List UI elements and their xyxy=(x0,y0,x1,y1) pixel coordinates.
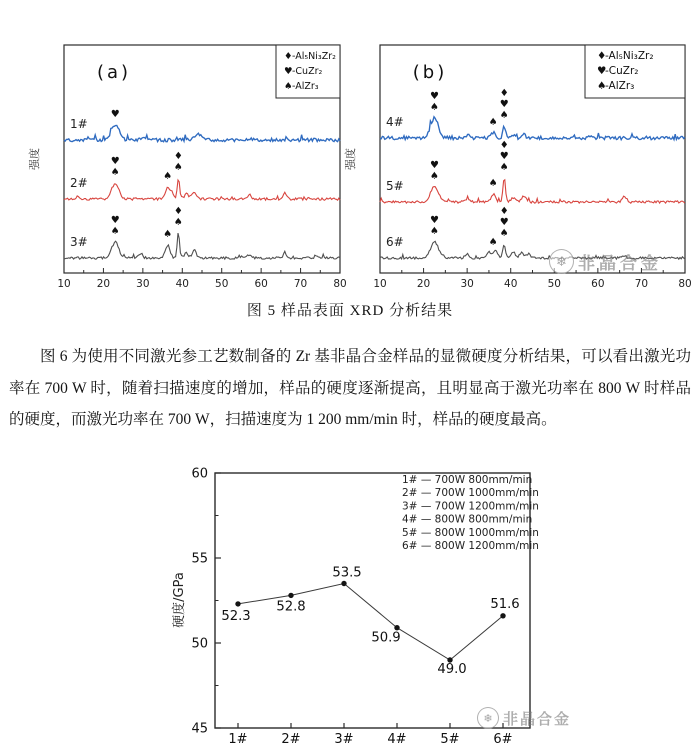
phase-marker-spade-icon: ♠ xyxy=(173,161,183,173)
phase-marker-heart-icon: ♥ xyxy=(110,156,120,167)
phase-marker-heart-icon: ♥ xyxy=(110,109,120,120)
phase-marker-spade-icon: ♠ xyxy=(110,226,120,237)
snowflake-logo-icon: ❄ xyxy=(477,707,499,729)
legend-entry: 4# — 800W 800mm/min xyxy=(402,513,533,526)
legend-label: -Al₅Ni₃Zr₂ xyxy=(605,50,654,62)
phase-marker-spade-icon: ♠ xyxy=(499,227,509,239)
sample-label: 3# xyxy=(70,235,88,249)
legend-label: -CuZr₂ xyxy=(605,65,639,77)
legend-entry: 1# — 700W 800mm/min xyxy=(402,474,533,486)
sample-label: 5# xyxy=(386,179,404,193)
y-tick-label: 60 xyxy=(191,466,208,482)
phase-marker-spade-icon: ♠ xyxy=(429,102,439,113)
x-tick-label: 30 xyxy=(460,278,474,290)
phase-marker-heart-icon: ♥ xyxy=(110,215,120,226)
phase-marker-diamond-icon: ♦ xyxy=(499,139,509,151)
x-tick-label: 70 xyxy=(634,278,649,290)
x-tick-label: 40 xyxy=(504,278,518,290)
phase-marker-spade-icon: ♠ xyxy=(110,167,120,178)
x-tick-label: 50 xyxy=(215,278,229,290)
data-point-label: 51.6 xyxy=(490,596,520,612)
y-axis-label: 强度 xyxy=(344,148,357,170)
phase-marker-heart-icon: ♥ xyxy=(499,150,509,162)
phase-marker-heart-icon: ♥ xyxy=(499,98,509,110)
data-point-label: 49.0 xyxy=(437,662,467,677)
xrd-curve-5# xyxy=(380,180,685,203)
data-point xyxy=(288,593,293,598)
legend-symbol: ♥ xyxy=(284,66,293,77)
legend-symbol: ♥ xyxy=(597,65,607,77)
sample-label: 2# xyxy=(70,176,88,190)
x-tick-label: 40 xyxy=(175,278,189,290)
x-tick-label: 70 xyxy=(293,278,308,290)
sample-label: 1# xyxy=(70,117,88,131)
legend-label: -AlZr₃ xyxy=(605,80,635,92)
legend-label: -AlZr₃ xyxy=(292,81,319,92)
xrd-curve-1# xyxy=(64,125,340,141)
phase-marker-spade-icon: ♠ xyxy=(173,216,183,228)
phase-marker-spade-icon: ♠ xyxy=(163,229,173,240)
data-point xyxy=(341,581,346,586)
x-tick-label: 5# xyxy=(440,732,460,747)
legend-symbol: ♦ xyxy=(284,51,293,62)
x-tick-label: 10 xyxy=(57,278,71,290)
legend-entry: 3# — 700W 1200mm/min xyxy=(402,500,539,513)
phase-marker-heart-icon: ♥ xyxy=(429,91,439,102)
phase-marker-spade-icon: ♠ xyxy=(163,170,173,182)
phase-marker-diamond-icon: ♦ xyxy=(173,150,183,162)
data-point xyxy=(235,601,240,606)
figure5-caption: 图 5 样品表面 XRD 分析结果 xyxy=(246,303,454,319)
data-point-label: 53.5 xyxy=(332,565,362,581)
x-tick-label: 20 xyxy=(96,278,111,290)
phase-marker-spade-icon: ♠ xyxy=(488,236,498,248)
watermark-text: 非晶合金 xyxy=(503,710,572,728)
watermark-badge xyxy=(549,249,662,274)
phase-marker-spade-icon: ♠ xyxy=(429,226,439,237)
data-point-label: 52.8 xyxy=(276,599,306,615)
x-tick-label: 10 xyxy=(373,278,387,290)
x-tick-label: 60 xyxy=(591,278,605,290)
phase-marker-heart-icon: ♥ xyxy=(429,215,439,226)
phase-marker-spade-icon: ♠ xyxy=(429,171,439,182)
legend-label: -CuZr₂ xyxy=(292,66,323,77)
x-tick-label: 2# xyxy=(281,732,301,747)
x-tick-label: 50 xyxy=(547,278,561,290)
panel-tag: (b) xyxy=(412,62,448,83)
phase-marker-diamond-icon: ♦ xyxy=(173,205,183,217)
data-point-label: 52.3 xyxy=(221,608,251,624)
data-point xyxy=(500,613,505,618)
sample-label: 6# xyxy=(386,235,404,249)
legend-symbol: ♠ xyxy=(597,80,607,92)
body-paragraph: 图 6 为使用不同激光参工艺数制备的 Zr 基非晶合金样品的显微硬度分析结果，可以看出激光功率在 700 W 时，随着扫描速度的增加，样品的硬度逐渐提高，且明显高于激光功率在 800 W 时样品的硬度，而激光功率在 700 W，扫描速度为 1 200 mm/min 时，样品的硬度最高。 xyxy=(9,348,691,428)
x-tick-label: 20 xyxy=(416,278,431,290)
phase-marker-spade-icon: ♠ xyxy=(499,161,509,173)
phase-marker-spade-icon: ♠ xyxy=(488,117,498,128)
data-point-label: 50.9 xyxy=(371,630,401,646)
phase-marker-heart-icon: ♥ xyxy=(499,216,509,228)
x-tick-label: 30 xyxy=(136,278,150,290)
phase-marker-heart-icon: ♥ xyxy=(429,160,439,171)
phase-marker-spade-icon: ♠ xyxy=(499,109,509,121)
watermark-text: 非晶合金 xyxy=(578,254,662,273)
hardness xyxy=(171,467,539,748)
x-tick-label: 80 xyxy=(678,278,692,290)
legend-label: -Al₅Ni₃Zr₂ xyxy=(292,51,336,62)
x-tick-label: 80 xyxy=(333,278,347,290)
watermark-badge xyxy=(477,707,571,729)
x-tick-label: 4# xyxy=(387,732,407,747)
hardness-line xyxy=(238,584,503,661)
x-tick-label: 60 xyxy=(254,278,268,290)
xrd-curve-4# xyxy=(380,117,685,140)
data-point xyxy=(394,625,399,630)
sample-label: 4# xyxy=(386,115,404,129)
xrd-curve-2# xyxy=(64,180,340,200)
legend-entry: 2# — 700W 1000mm/min xyxy=(402,487,539,500)
legend-entry: 6# — 800W 1200mm/min xyxy=(402,540,539,552)
legend-symbol: ♠ xyxy=(284,81,293,92)
x-tick-label: 1# xyxy=(228,732,248,747)
legend-symbol: ♦ xyxy=(597,50,607,62)
x-tick-label: 6# xyxy=(493,732,513,747)
panel-tag: (a) xyxy=(96,62,132,83)
phase-marker-spade-icon: ♠ xyxy=(488,178,498,189)
y-axis-label: 硬度/GPa xyxy=(172,572,187,628)
y-tick-label: 55 xyxy=(191,551,208,567)
y-tick-label: 45 xyxy=(191,721,208,737)
phase-marker-diamond-icon: ♦ xyxy=(499,87,509,99)
phase-marker-diamond-icon: ♦ xyxy=(499,205,509,217)
legend-entry: 5# — 800W 1000mm/min xyxy=(402,526,539,539)
y-tick-label: 50 xyxy=(191,636,208,652)
y-axis-label: 强度 xyxy=(28,148,41,170)
xrd-panel-a xyxy=(27,45,347,290)
xrd-curve-3# xyxy=(64,233,340,259)
snowflake-logo-icon: ❄ xyxy=(549,249,574,274)
x-tick-label: 3# xyxy=(334,732,354,747)
